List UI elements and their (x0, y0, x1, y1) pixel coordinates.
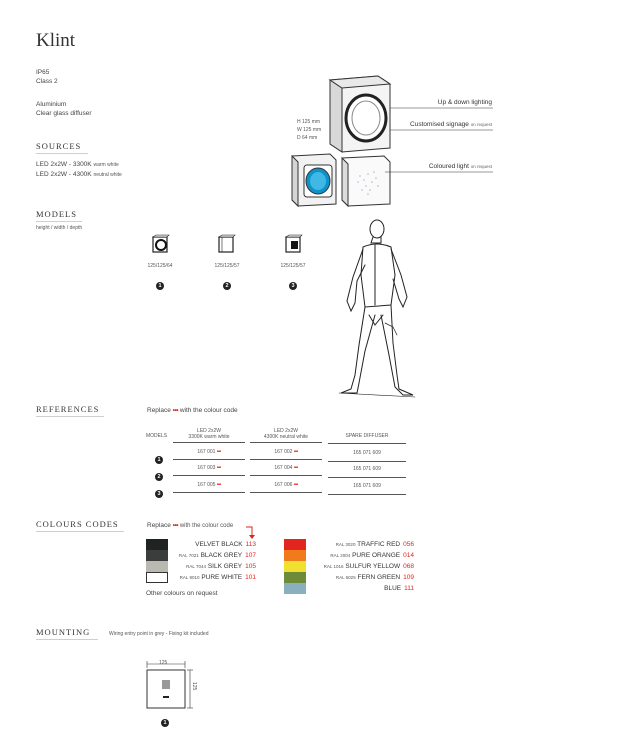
references-replace-note (147, 406, 238, 415)
mounting-section (36, 627, 98, 640)
caption-coloured (429, 163, 492, 170)
ref-row-3-dots1: ••• (216, 482, 221, 488)
swatch-silk-grey (146, 561, 168, 572)
caption-updown-text: Up & down lighting (437, 99, 492, 106)
ref-row-2-col1 (173, 465, 245, 476)
colour-pure-white-name: PURE WHITE (201, 574, 243, 581)
mounting-heading: MOUNTING (36, 627, 91, 637)
ref-row-1-col2 (250, 449, 322, 460)
fixture-coloured (292, 154, 336, 206)
references-section (36, 404, 104, 417)
source-1: LED 2x2W - 3300K (36, 161, 92, 168)
caption-coloured-note: on request (470, 164, 492, 169)
caption-signage-text: Customised signage (410, 121, 469, 128)
ref-row-1-code1: 167 001 (197, 449, 216, 455)
spec-ip: IP65 (36, 69, 50, 76)
model-3-badge: 3 (289, 282, 297, 290)
colours-replace-prefix: Replace (147, 522, 171, 529)
material-list (36, 100, 92, 118)
ref-row-3-col3: 165 071 609 (328, 483, 406, 495)
colour-pure-white-code: 101 (245, 574, 256, 581)
ref-row-1-dots1: ••• (216, 449, 221, 455)
colour-traffic-red-ral: RAL 3020 (335, 542, 356, 547)
ref-row-2-code2: 167 004 (274, 465, 293, 471)
colour-blue-name: BLUE (384, 585, 402, 592)
references-heading: REFERENCES (36, 404, 100, 414)
references-dots: ••• (172, 407, 178, 414)
scale-figure (335, 215, 420, 400)
colour-arrow-icon (246, 526, 258, 540)
caption-signage-note: on request (470, 122, 492, 127)
ref-row-3-code1: 167 005 (197, 482, 216, 488)
swatch-sulfur-yellow (284, 561, 306, 572)
ref-row-1-col3: 165 071 609 (328, 450, 406, 462)
colours-section (36, 519, 124, 532)
ref-row-1-code2: 167 002 (274, 449, 293, 455)
colours-left-swatches (146, 539, 168, 583)
colour-traffic-red-name: TRAFFIC RED (357, 541, 401, 548)
ref-row-3-code2: 167 006 (274, 482, 293, 488)
colour-fern-green-code: 109 (403, 574, 414, 581)
ref-row-3-dots2: ••• (293, 482, 298, 488)
ref-row-1-badge: 1 (155, 456, 163, 464)
models-section (36, 209, 82, 222)
colours-other-note: Other colours on request (146, 590, 218, 597)
ref-row-1-dots2: ••• (293, 449, 298, 455)
ref-row-3-badge: 3 (155, 490, 163, 498)
dim-height: H 125 mm (297, 119, 321, 125)
colours-right-labels (310, 539, 414, 594)
mounting-badge: 1 (161, 719, 169, 727)
colours-heading: COLOURS CODES (36, 519, 119, 529)
source-2: LED 2x2W - 4300K (36, 171, 92, 178)
mounting-width-label: 125 (159, 660, 168, 666)
sources-divider (36, 153, 88, 154)
caption-signage (410, 121, 492, 128)
mounting-note: Wiring entry point in grey - Fixing kit included (109, 631, 209, 637)
ref-row-3-col2 (250, 482, 322, 493)
colour-velvet-black-name: VELVET BLACK (195, 541, 243, 548)
swatch-black-grey (146, 550, 168, 561)
colours-divider (36, 531, 124, 532)
sources-heading: SOURCES (36, 141, 82, 151)
colour-sulfur-yellow-ral: RAL 1016 (323, 564, 344, 569)
ref-row-2-col3: 165 071 609 (328, 466, 406, 478)
colour-black-grey-name: BLACK GREY (200, 552, 243, 559)
source-2-note: neutral white (93, 172, 122, 178)
ref-row-2-col2 (250, 465, 322, 476)
colour-black-grey-ral: RAL 7021 (178, 553, 199, 558)
ref-header-col2-b: 4300K neutral white (263, 434, 309, 440)
mounting-divider (36, 639, 98, 640)
model-3-dims: 125/125/57 (280, 263, 306, 269)
material-body: Aluminium (36, 101, 67, 108)
product-illustration (290, 70, 500, 215)
ref-row-1-col1 (173, 449, 245, 460)
ref-row-2-badge: 2 (155, 473, 163, 481)
sources-list (36, 160, 122, 180)
colours-right-swatches (284, 539, 306, 594)
colours-left-labels (170, 539, 256, 583)
colour-silk-grey-code: 105 (245, 563, 256, 570)
ref-row-3-col1 (173, 482, 245, 493)
colours-replace-note (147, 521, 233, 531)
colour-silk-grey-name: SILK GREY (207, 563, 243, 570)
ref-header-col1 (173, 428, 245, 443)
fixture-large (330, 76, 390, 152)
ref-header-col3: SPARE DIFFUSER (328, 433, 406, 444)
swatch-blue (284, 583, 306, 594)
swatch-traffic-red (284, 539, 306, 550)
ref-header-col1-a: LED 2x2W (197, 428, 221, 434)
ref-row-2-dots2: ••• (293, 465, 298, 471)
source-1-note: warm white (93, 162, 119, 168)
ref-header-col2 (250, 428, 322, 443)
colour-sulfur-yellow-code: 068 (403, 563, 414, 570)
colours-replace-suffix: with the colour code (179, 523, 234, 529)
references-replace-suffix: with the colour code (179, 407, 238, 414)
models-heading: MODELS (36, 209, 77, 219)
mounting-diagram (143, 660, 195, 714)
colour-velvet-black-code: 113 (245, 541, 256, 548)
colour-pure-orange-name: PURE ORANGE (352, 552, 401, 559)
colour-pure-orange-ral: RAL 2004 (330, 553, 351, 558)
colour-fern-green-name: FERN GREEN (357, 574, 401, 581)
model-2-badge: 2 (223, 282, 231, 290)
dim-depth: D 64 mm (297, 135, 318, 141)
colour-sulfur-yellow-name: SULFUR YELLOW (345, 563, 401, 570)
fixing-slot (163, 696, 169, 698)
colour-fern-green-ral: RAL 6025 (335, 575, 356, 580)
colour-black-grey-code: 107 (245, 552, 256, 559)
ref-header-col2-a: LED 2x2W (274, 428, 298, 434)
model-3-icon (283, 234, 305, 256)
swatch-fern-green (284, 572, 306, 583)
model-1-badge: 1 (156, 282, 164, 290)
colour-traffic-red-code: 056 (403, 541, 414, 548)
caption-updown (438, 99, 492, 106)
dim-width: W 125 mm (297, 127, 322, 133)
ref-row-2-code1: 167 003 (197, 465, 216, 471)
model-2-dims: 125/125/57 (214, 263, 240, 269)
ref-header-models: MODELS (146, 433, 168, 439)
ref-row-2-dots1: ••• (216, 465, 221, 471)
colour-blue-code: 111 (404, 585, 414, 592)
spec-list (36, 68, 58, 86)
colour-pure-orange-code: 014 (403, 552, 414, 559)
model-1-dims: 125/125/64 (147, 263, 173, 269)
models-subtitle: height / width / depth (36, 225, 83, 231)
model-2-icon (216, 234, 238, 256)
sources-section (36, 141, 88, 154)
caption-coloured-text: Coloured light (428, 163, 469, 170)
model-1-icon (150, 234, 172, 256)
references-replace-prefix: Replace (147, 407, 171, 414)
ref-header-col1-b: 3300K warm white (188, 434, 230, 440)
swatch-pure-orange (284, 550, 306, 561)
wiring-entry-point (162, 680, 170, 689)
fixture-signage (342, 156, 390, 206)
product-title: Klint (36, 30, 76, 51)
colours-dots: ••• (172, 522, 178, 529)
material-diffuser: Clear glass diffuser (36, 110, 92, 117)
swatch-pure-white (146, 572, 168, 583)
models-divider (36, 221, 82, 222)
dimension-list (297, 118, 321, 142)
mounting-height-label: 125 (191, 682, 197, 691)
colour-silk-grey-ral: RAL 7044 (186, 564, 206, 569)
spec-class: Class 2 (36, 78, 58, 85)
swatch-velvet-black (146, 539, 168, 550)
colour-pure-white-ral: RAL 9010 (179, 575, 200, 580)
references-divider (36, 416, 104, 417)
